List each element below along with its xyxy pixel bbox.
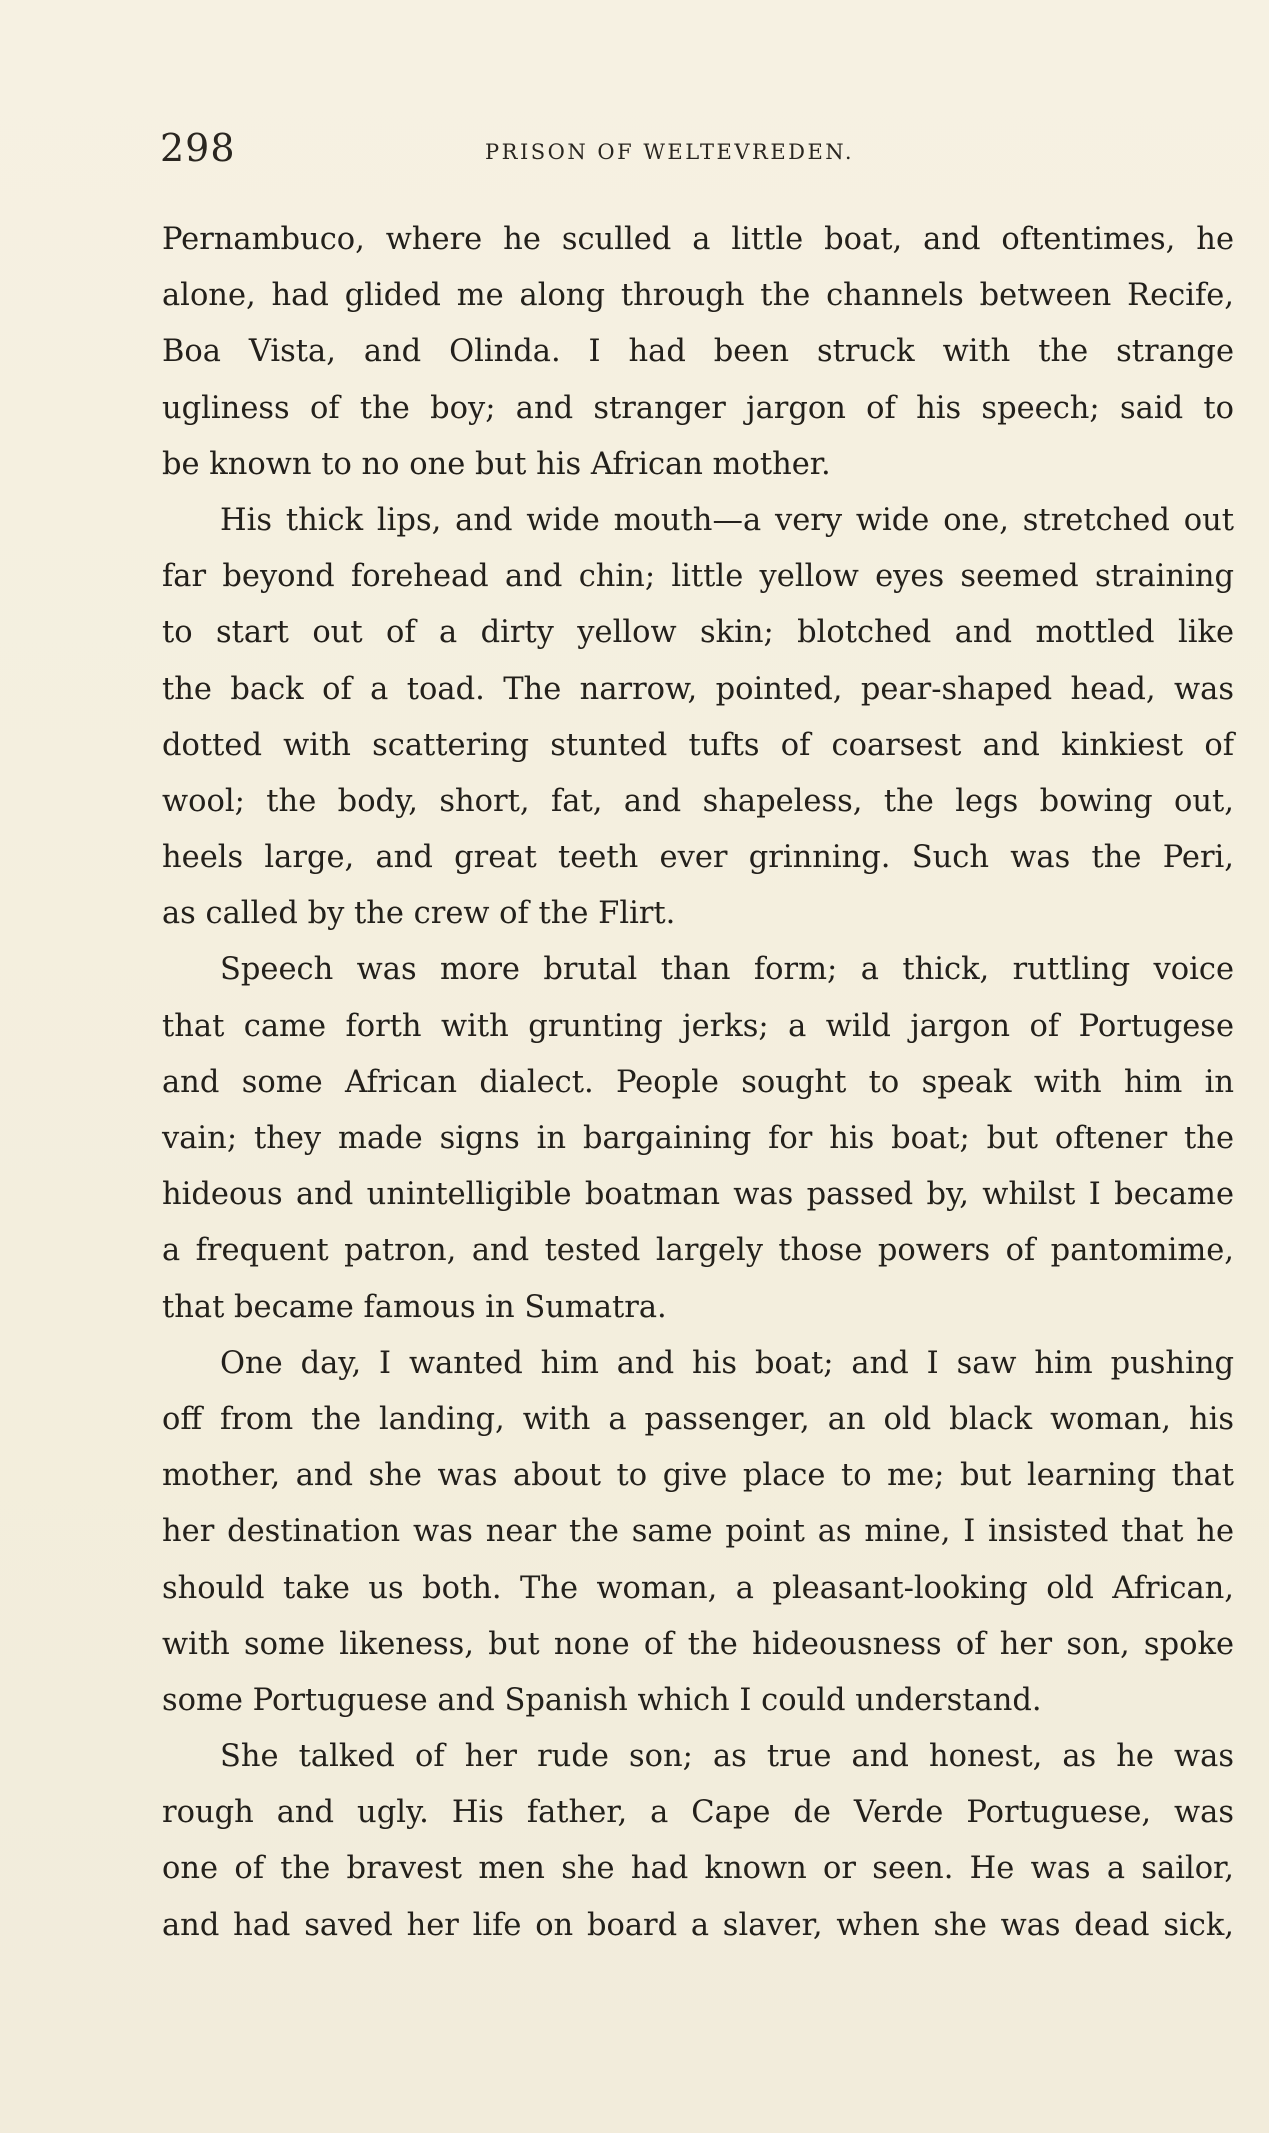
text-line: some Portuguese and Spanish which I could understand. — [162, 1682, 1042, 1718]
text-line: be known to no one but his African mother. — [162, 446, 831, 482]
text-line: her destination was near the same point as mine, I insisted that he — [162, 1514, 1234, 1550]
text-line: Boa Vista, and Olinda. I had been struck with the strange — [162, 334, 1234, 370]
text-line: heels large, and great teeth ever grinning. Such was the Peri, — [162, 840, 1234, 876]
text-line: wool; the body, short, fat, and shapeless, the legs bowing out, — [162, 783, 1234, 819]
body-text — [162, 212, 1234, 1954]
text-line: one of the bravest men she had known or seen. He was a sailor, — [162, 1851, 1234, 1887]
text-line: that became famous in Sumatra. — [162, 1289, 667, 1325]
text-line: She talked of her rude son; as true and honest, as he was — [220, 1739, 1234, 1775]
text-line: vain; they made signs in bargaining for his boat; but oftener the — [162, 1121, 1234, 1156]
page-header — [160, 118, 1240, 178]
text-line: hideous and unintelligible boatman was passed by, whilst I became — [162, 1177, 1234, 1213]
text-line: alone, had glided me along through the channels between Recife, — [162, 278, 1234, 314]
page-number: 298 — [160, 126, 236, 170]
text-line: Pernambuco, where he sculled a little boat, and oftentimes, he — [162, 222, 1234, 257]
text-line: One day, I wanted him and his boat; and I saw him pushing — [220, 1345, 1234, 1381]
text-line: and some African dialect. People sought to speak with him in — [162, 1064, 1234, 1100]
text-line: with some likeness, but none of the hideousness of her son, spoke — [162, 1626, 1234, 1662]
text-line: His thick lips, and wide mouth—a very wide one, stretched out — [220, 502, 1234, 538]
text-line: a frequent patron, and tested largely those powers of pantomime, — [162, 1233, 1234, 1269]
text-line: to start out of a dirty yellow skin; blotched and mottled like — [162, 615, 1234, 651]
text-line: and had saved her life on board a slaver, when she was dead sick, — [162, 1907, 1234, 1943]
text-line: ugliness of the boy; and stranger jargon of his speech; said to — [162, 390, 1234, 426]
text-line: dotted with scattering stunted tufts of coarsest and kinkiest of — [162, 727, 1234, 763]
text-line: far beyond forehead and chin; little yellow eyes seemed straining — [162, 559, 1234, 595]
text-line: should take us both. The woman, a pleasant-looking old African, — [162, 1570, 1234, 1606]
text-line: the back of a toad. The narrow, pointed, pear-shaped head, was — [162, 671, 1234, 707]
running-head: PRISON OF WELTEVREDEN. — [485, 140, 855, 164]
text-line: as called by the crew of the Flirt. — [162, 896, 676, 932]
text-line: Speech was more brutal than form; a thick, ruttling voice — [220, 952, 1234, 988]
text-line: rough and ugly. His father, a Cape de Verde Portuguese, was — [162, 1795, 1234, 1831]
text-line: mother, and she was about to give place to me; but learning that — [162, 1458, 1234, 1494]
text-line: off from the landing, with a passenger, an old black woman, his — [162, 1401, 1234, 1437]
text-line: that came forth with grunting jerks; a wild jargon of Portugese — [162, 1008, 1234, 1044]
